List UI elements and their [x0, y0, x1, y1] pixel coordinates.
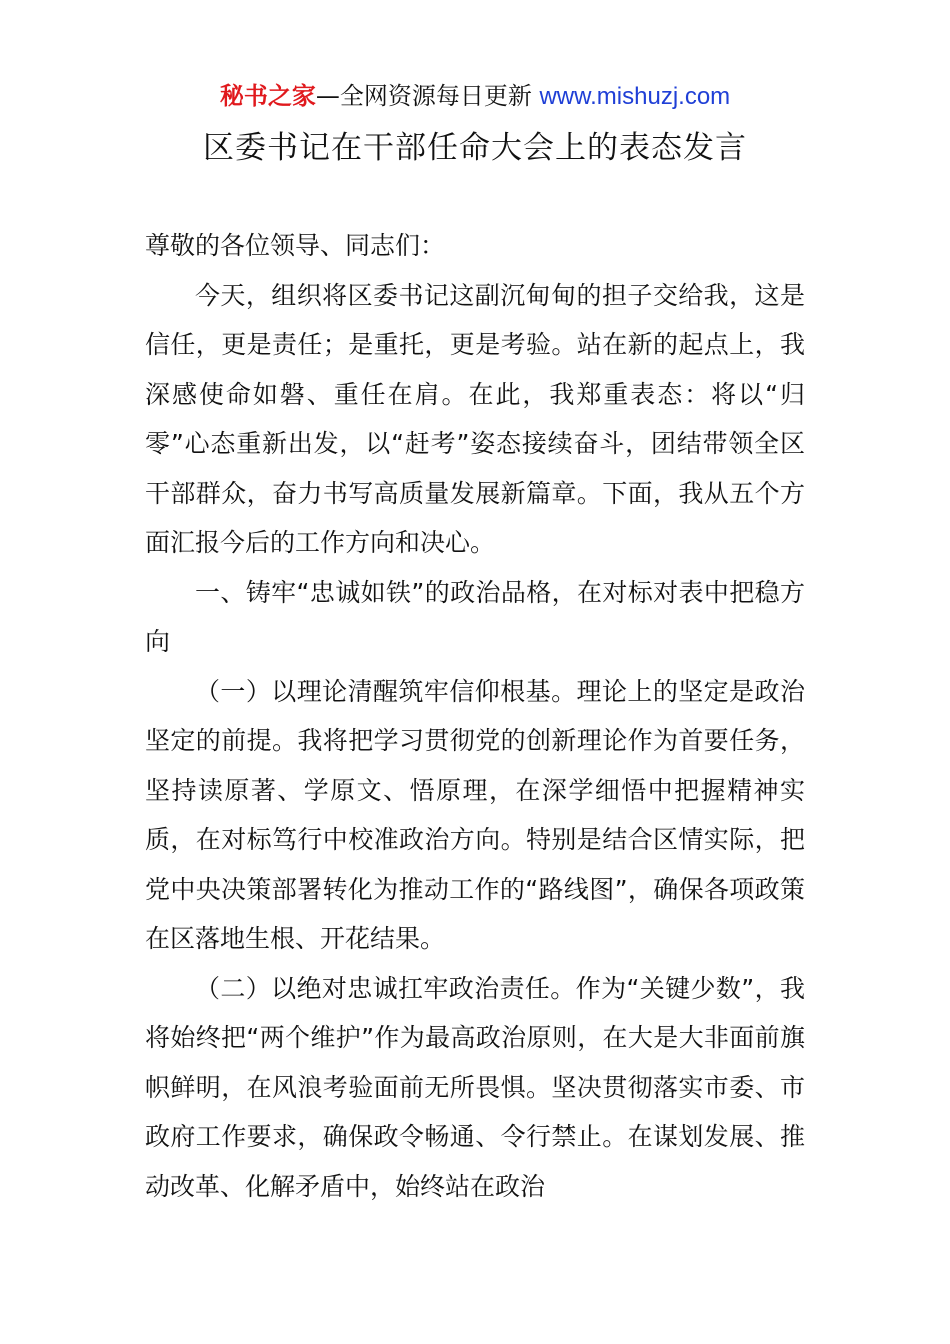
section-heading-1: 一、铸牢“忠诚如铁”的政治品格，在对标对表中把稳方向 [145, 577, 805, 656]
salutation: 尊敬的各位领导、同志们： [145, 231, 446, 260]
paragraph-1-2: （二）以绝对忠诚扛牢政治责任。作为“关键少数”，我将始终把“两个维护”作为最高政治原则，在大是大非面前旗帜鲜明，在风浪考验面前无所畏惧。坚决贯彻落实市委、市政府工作要求，确保政令畅通、令行禁止。在谋划发展、推动改革、化解矛盾中，始终站在政治 [145, 973, 805, 1201]
paragraph-intro: 今天，组织将区委书记这副沉甸甸的担子交给我，这是信任，更是责任；是重托，更是考验。站在新的起点上，我深感使命如磐、重任在肩。在此，我郑重表态：将以“归零”心态重新出发，以“赶考”姿态接续奋斗，团结带领全区干部群众，奋力书写高质量发展新篇章。下面，我从五个方面汇报今后的工作方向和决心。 [145, 280, 805, 557]
site-url-link[interactable]: www.mishuzj.com [539, 83, 731, 110]
paragraph-1-1: （一）以理论清醒筑牢信仰根基。理论上的坚定是政治坚定的前提。我将把学习贯彻党的创新理论作为首要任务，坚持读原著、学原文、悟原理，在深学细悟中把握精神实质，在对标笃行中校准政治方向。特别是结合区情实际，把党中央决策部署转化为推动工作的“路线图”，确保各项政策在区落地生根、开花结果。 [145, 676, 805, 953]
header-tagline: —全网资源每日更新 [315, 82, 540, 110]
document-body [145, 221, 805, 1211]
brand-name: 秘书之家 [219, 82, 316, 110]
document-title: 区委书记在干部任命大会上的表态发言 [203, 130, 747, 166]
site-header [0, 80, 950, 113]
